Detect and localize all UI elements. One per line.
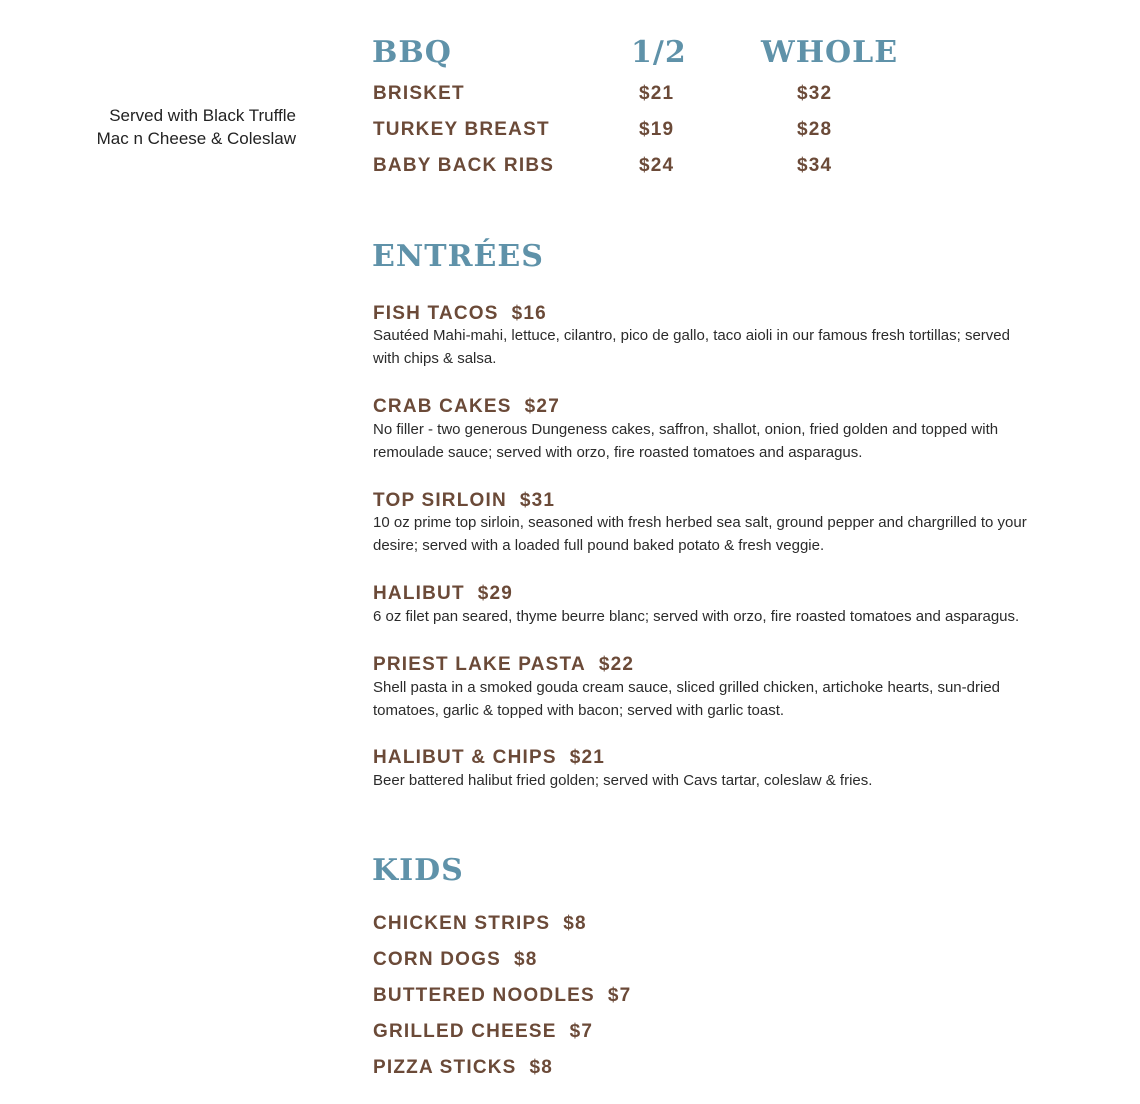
entree-description-halibut: 6 oz filet pan seared, thyme beurre blanc; served with orzo, fire roasted tomatoes and asparagus. bbox=[373, 608, 1020, 625]
bbq-item-turkey-breast: TURKEY BREAST bbox=[373, 119, 550, 140]
kids-item-price: $8 bbox=[513, 949, 538, 970]
kids-item-pizza-sticks bbox=[373, 1058, 553, 1077]
bbq-item-baby-back-ribs-whole-price: $34 bbox=[797, 155, 833, 176]
kids-item-name: GRILLED CHEESE bbox=[373, 1021, 557, 1042]
entree-title-crab-cakes bbox=[373, 397, 560, 416]
bbq-item-brisket: BRISKET bbox=[373, 83, 465, 104]
bbq-item-turkey-breast-whole-price: $28 bbox=[797, 119, 833, 140]
kids-item-price: $8 bbox=[563, 913, 587, 934]
side-note-line-2: Mac n Cheese & Coleslaw bbox=[96, 129, 296, 148]
kids-item-price: $8 bbox=[529, 1057, 554, 1078]
bbq-item-brisket-whole-price: $32 bbox=[797, 83, 833, 104]
kids-item-chicken-strips bbox=[373, 914, 587, 933]
kids-item-price: $7 bbox=[569, 1021, 594, 1042]
entree-price: $31 bbox=[519, 490, 556, 511]
entree-price: $22 bbox=[598, 654, 635, 675]
entree-description-halibut-and-chips: Beer battered halibut fried golden; served with Cavs tartar, coleslaw & fries. bbox=[373, 772, 873, 789]
bbq-side-note bbox=[97, 104, 296, 150]
bbq-heading: BBQ bbox=[372, 35, 452, 70]
entree-title-top-sirloin bbox=[373, 491, 555, 510]
kids-item-name: BUTTERED NOODLES bbox=[373, 985, 595, 1006]
entree-price: $27 bbox=[524, 396, 560, 417]
kids-item-price: $7 bbox=[607, 985, 632, 1006]
half-column-heading: 1/2 bbox=[631, 35, 687, 70]
entree-title-halibut bbox=[373, 584, 513, 603]
kids-heading: KIDS bbox=[372, 853, 464, 888]
bbq-item-baby-back-ribs-half-price: $24 bbox=[639, 155, 675, 176]
kids-item-name: PIZZA STICKS bbox=[373, 1057, 517, 1078]
entree-name: FISH TACOS bbox=[373, 303, 499, 324]
entree-price: $29 bbox=[477, 583, 514, 604]
kids-item-grilled-cheese bbox=[373, 1022, 593, 1041]
entree-price: $21 bbox=[569, 747, 606, 768]
kids-item-buttered-noodles bbox=[373, 986, 631, 1005]
entree-description-top-sirloin: 10 oz prime top sirloin, seasoned with fresh herbed sea salt, ground pepper and chargrilled to your desire; served with a loaded full pound baked potato & fresh veggie. bbox=[373, 514, 1027, 554]
entree-title-halibut-and-chips bbox=[373, 748, 605, 767]
entrees-heading: ENTRÉES bbox=[372, 239, 544, 274]
entree-name: TOP SIRLOIN bbox=[373, 490, 507, 511]
kids-item-name: CHICKEN STRIPS bbox=[373, 913, 551, 934]
bbq-item-brisket-half-price: $21 bbox=[639, 83, 675, 104]
whole-column-heading: WHOLE bbox=[761, 35, 899, 70]
entree-title-fish-tacos bbox=[373, 304, 547, 323]
entree-name: PRIEST LAKE PASTA bbox=[373, 654, 586, 675]
kids-item-corn-dogs bbox=[373, 950, 538, 969]
bbq-item-baby-back-ribs: BABY BACK RIBS bbox=[373, 155, 555, 176]
entree-price: $16 bbox=[511, 303, 547, 324]
entree-name: CRAB CAKES bbox=[373, 396, 512, 417]
entree-title-priest-lake-pasta bbox=[373, 655, 634, 674]
entree-description-fish-tacos: Sautéed Mahi-mahi, lettuce, cilantro, pico de gallo, taco aioli in our famous fresh tortillas; served with chips & salsa. bbox=[373, 327, 1010, 367]
bbq-item-turkey-breast-half-price: $19 bbox=[639, 119, 675, 140]
side-note-line-1: Served with Black Truffle bbox=[109, 106, 296, 125]
entree-name: HALIBUT & CHIPS bbox=[373, 747, 557, 768]
entree-description-crab-cakes: No filler - two generous Dungeness cakes, saffron, shallot, onion, fried golden and topped with remoulade sauce; served with orzo, fire roasted tomatoes and asparagus. bbox=[373, 421, 999, 461]
entree-name: HALIBUT bbox=[373, 583, 465, 604]
kids-item-name: CORN DOGS bbox=[373, 949, 501, 970]
entree-description-priest-lake-pasta: Shell pasta in a smoked gouda cream sauce, sliced grilled chicken, artichoke hearts, sun-dried tomatoes, garlic & topped with bacon; served with garlic toast. bbox=[373, 679, 1000, 719]
